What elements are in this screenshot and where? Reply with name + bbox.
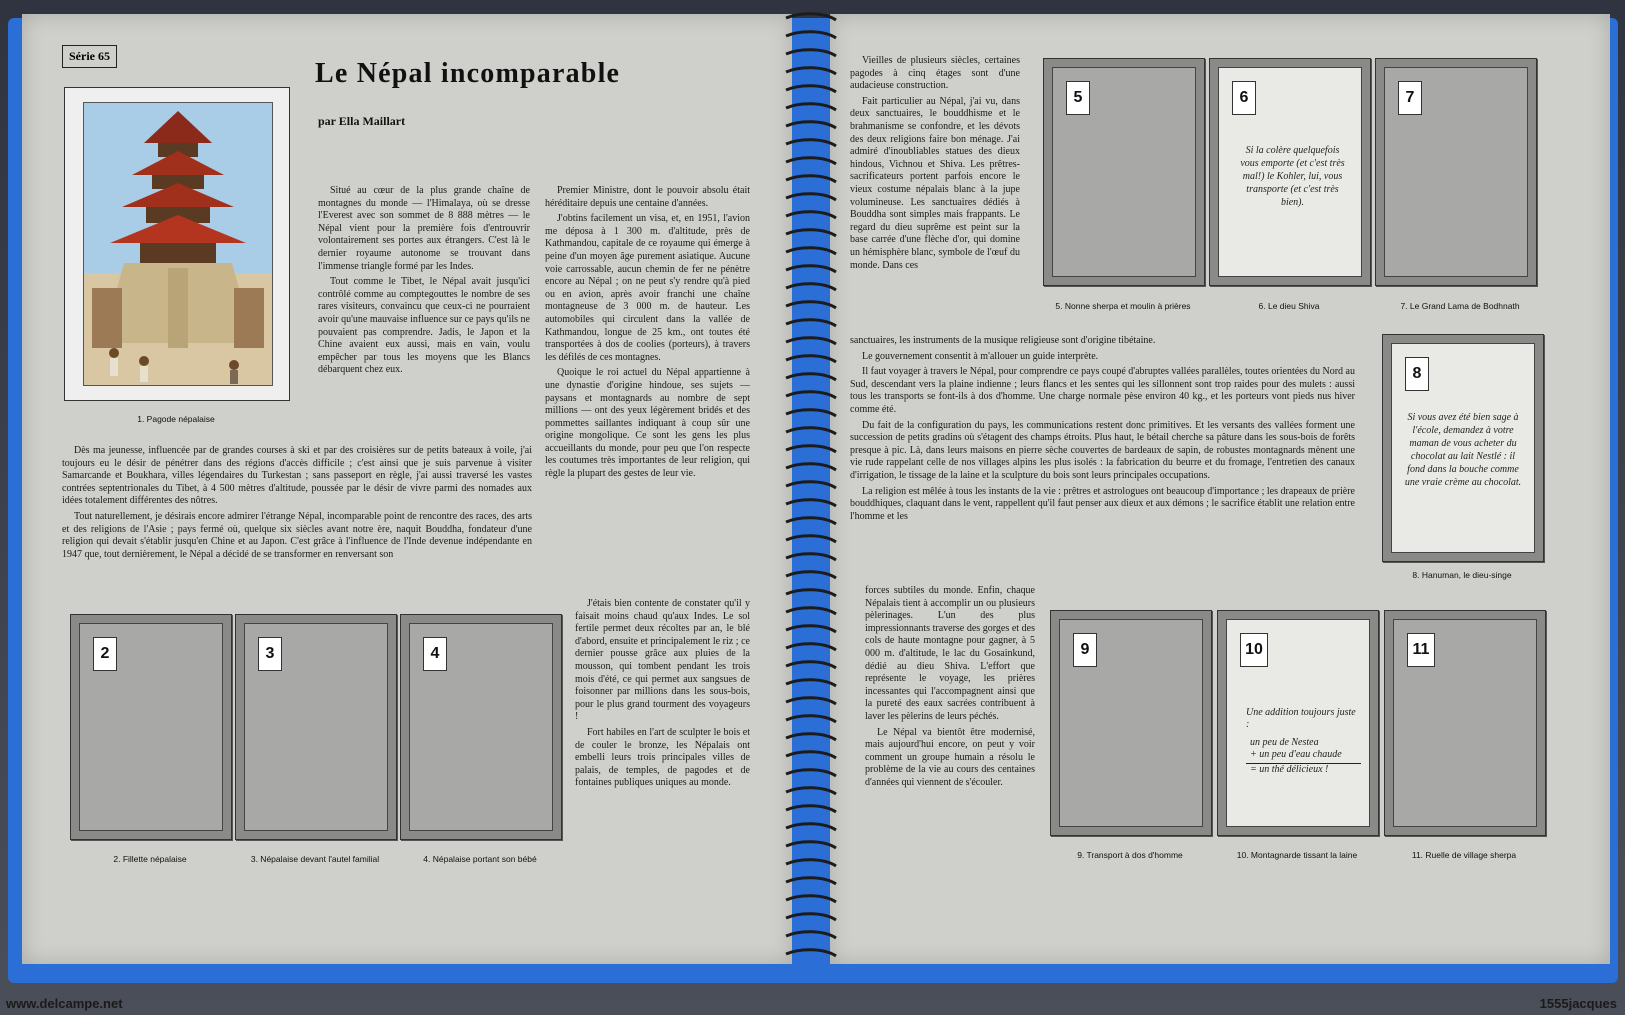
slot-number: 5 — [1066, 81, 1090, 115]
text-column-d — [575, 598, 750, 793]
spiral-ring — [786, 320, 836, 326]
slot-number: 11 — [1407, 633, 1435, 667]
spiral-ring — [786, 572, 836, 578]
caption-3: 3. Népalaise devant l'autel familial — [250, 854, 380, 864]
caption-1: 1. Pagode népalaise — [137, 414, 215, 424]
paragraph: Tout comme le Tibet, le Népal avait jusqu'ici contrôlé comme au comptegouttes le nombre de ses rares visiteurs, convaincu que ceux-ci ne pourraient avoir qu'une mauvaise influence sur ce pays qu'ils ne pouvaient pas comprendre. Jadis, le Japon et la Chine avaient eux aussi, mais en vain, voulu empêcher par tous les moyens que les Blancs débarquent chez eux. — [318, 276, 530, 376]
slot-number: 6 — [1232, 81, 1256, 115]
pagoda-illustration — [84, 103, 272, 385]
spiral-ring — [786, 248, 836, 254]
spiral-ring — [786, 374, 836, 380]
addition-result: = un thé délicieux ! — [1246, 763, 1361, 776]
spiral-ring — [786, 158, 836, 164]
paragraph: forces subtiles du monde. Enfin, chaque Népalais tient à accomplir un ou plusieurs pèlerinages. L'un des plus impressionnants traverse des gorges et des cols de haute montagne pour gagner, à 5 000 m. d'altitude, le lac du Gosainkund, dédié au dieu Shiva. L'effort que représente le voyage, les prières incessantes qui l'accompagnent ainsi que la pureté des eaux sacrées contribuent à laver les pèlerins de leurs péchés. — [865, 585, 1035, 722]
spiral-ring — [786, 446, 836, 452]
spiral-ring — [786, 626, 836, 632]
caption-5: 5. Nonne sherpa et moulin à prières — [1055, 301, 1191, 311]
paragraph: J'étais bien contente de constater qu'il y faisait moins chaud qu'aux Indes. Le sol fertile permet deux récoltes par an, le blé d'abord, ensuite et principalement le riz ; ce dernier pousse grâce aux pluies de la mousson, qui tombent pendant les trois mois d'été, ce qui permet aux sangsues de foisonner par millions dans les sous-bois, pour le plus grand tourment des voyageurs ! — [575, 598, 750, 723]
text-column-b — [62, 445, 532, 564]
watermark-right: 1555jacques — [1539, 996, 1617, 1011]
spiral-ring — [786, 122, 836, 128]
spiral-ring — [786, 14, 836, 20]
sticker-slot-5 — [1043, 58, 1205, 286]
caption-11: 11. Ruelle de village sherpa — [1411, 850, 1517, 860]
text-column-c — [545, 185, 750, 484]
spiral-ring — [786, 230, 836, 236]
slot-number: 9 — [1073, 633, 1097, 667]
addition-line-2: + un peu d'eau chaude — [1250, 749, 1342, 760]
spiral-ring — [786, 662, 836, 668]
spiral-ring — [786, 644, 836, 650]
spiral-ring — [786, 878, 836, 884]
spiral-ring — [786, 32, 836, 38]
spiral-ring — [786, 176, 836, 182]
spiral-ring — [786, 932, 836, 938]
spiral-ring — [786, 338, 836, 344]
spiral-ring — [786, 680, 836, 686]
ad-text-nestle: Si vous avez été bien sage à l'école, demandez à votre maman de vous acheter du chocolat au lait Nestlé : il fond dans la bouche comme une vraie crème au chocolat. — [1404, 412, 1522, 488]
spiral-ring — [786, 302, 836, 308]
text-column-a — [318, 185, 530, 380]
spiral-ring — [786, 752, 836, 758]
paragraph: La religion est mêlée à tous les instants de la vie : prêtres et astrologues ont beaucoup d'importance ; les drapeaux de prière bouddhiques, claquant dans le vent, rappellent qu'il faut penser aux dieux et aux démons ; le sacrifice établit une relation entre l'homme et les — [850, 485, 1355, 522]
caption-7: 7. Le Grand Lama de Bodhnath — [1400, 301, 1520, 311]
sticker-slot-8 — [1382, 334, 1544, 562]
spiral-ring — [786, 590, 836, 596]
spiral-ring — [786, 536, 836, 542]
sticker-slot-3 — [235, 614, 397, 840]
spiral-ring — [786, 608, 836, 614]
addition-intro: Une addition toujours juste : — [1246, 707, 1356, 730]
addition-line-1: un peu de Nestea — [1250, 737, 1319, 748]
sticker-slot-2 — [70, 614, 232, 840]
spiral-ring — [786, 554, 836, 560]
spiral-ring — [786, 518, 836, 524]
spiral-ring — [786, 68, 836, 74]
spiral-binding — [780, 10, 840, 965]
spiral-ring — [786, 500, 836, 506]
paragraph: Premier Ministre, dont le pouvoir absolu était héréditaire depuis une centaine d'années. — [545, 185, 750, 209]
spiral-ring — [786, 914, 836, 920]
sticker-slot-9 — [1050, 610, 1212, 836]
caption-8: 8. Hanuman, le dieu-singe — [1412, 570, 1512, 580]
spiral-ring — [786, 896, 836, 902]
spiral-ring — [786, 356, 836, 362]
spiral-ring — [786, 842, 836, 848]
spiral-ring — [786, 104, 836, 110]
spiral-ring — [786, 392, 836, 398]
watermark-left: www.delcampe.net — [6, 996, 123, 1011]
spiral-ring — [786, 824, 836, 830]
spiral-ring — [786, 212, 836, 218]
spiral-ring — [786, 410, 836, 416]
paragraph: Dès ma jeunesse, influencée par de grandes courses à ski et par des croisières sur de petits bateaux à voile, j'ai toujours eu le désir de pénétrer dans des régions d'accès difficile ; c'est ainsi que je suis parvenue à visiter Samarcande et Boukhara, villes légendaires du Turkestan ; sans passeport en règle, j'ai aussi traversé les vastes contrées septentrionales du Tibet, à 4 500 mètres d'altitude, poussée par le désir de vivre parmi des nomades aux idées totalement différentes des nôtres. — [62, 445, 532, 507]
paragraph: Situé au cœur de la plus grande chaîne de montagnes du monde — l'Himalaya, où se dresse l'Everest avec son sommet de 8 888 mètres — le Népal vient pour la première fois d'entrouvrir volontairement ses portes aux étrangers. C'est là le dernier royaume autonome se trouvant dans l'immense triangle formé par les Indes. — [318, 185, 530, 272]
slot-number: 4 — [423, 637, 447, 671]
spiral-ring — [786, 86, 836, 92]
page-title: Le Népal incomparable — [315, 58, 621, 89]
paragraph: Du fait de la configuration du pays, les communications restent donc primitives. Et les versants des vallées forment une succession de petits gradins où s'étagent des champs étroits. Plus haut, le bétail cherche sa pâture dans les sous-bois de forêts presque à pic. Là, dans leurs maisons en pierre sèche couvertes de bardeaux de sapin, de robustes montagnards mènent une vie rude rappelant celle de nos villages alpins les plus isolés : la fabrication du beurre et du fromage, l'entretien des canaux d'irrigation, le tissage de la laine et la sculpture du bois sont leurs principales occupations. — [850, 419, 1355, 481]
slot-number: 2 — [93, 637, 117, 671]
slot-number: 7 — [1398, 81, 1422, 115]
sticker-slot-7 — [1375, 58, 1537, 286]
caption-9: 9. Transport à dos d'homme — [1077, 850, 1183, 860]
paragraph: J'obtins facilement un visa, et, en 1951, l'avion me déposa à 1 300 m. d'altitude, près de Kathmandou, capitale de ce royaume qui émerge à peine d'un moyen âge purement asiatique. Aucune voie carrossable, aucun chemin de fer ne pénètre encore au Népal ; on ne peut s'y rendre qu'à pied ou en avion, après avoir franchi une chaîne montagneuse de 3 000 m. de hauteur. Les automobiles qui circulent dans la vallée de Kathmandou, longue de 25 km., ont toutes été transportées à dos de coolies (porteurs), à travers les défilés de ces montagnes. — [545, 213, 750, 363]
spiral-ring — [786, 266, 836, 272]
spiral-ring — [786, 770, 836, 776]
spiral-ring — [786, 716, 836, 722]
picture-1-pagoda — [64, 87, 290, 401]
caption-6: 6. Le dieu Shiva — [1258, 301, 1320, 311]
caption-4: 4. Népalaise portant son bébé — [423, 854, 537, 864]
ad-text-kohler: Si la colère quelquefois vous emporte (et c'est très mal!) le Kohler, lui, vous transporte (et c'est très bien). — [1240, 145, 1345, 208]
spiral-ring — [786, 140, 836, 146]
slot-number: 10 — [1240, 633, 1268, 667]
paragraph: Vieilles de plusieurs siècles, certaines pagodes à cinq étages sont d'une audacieuse construction. — [850, 55, 1020, 92]
byline: par Ella Maillart — [318, 114, 406, 128]
caption-2: 2. Fillette népalaise — [113, 854, 187, 864]
spiral-ring — [786, 950, 836, 956]
paragraph: Quoique le roi actuel du Népal appartienne à une dynastie d'origine hindoue, ses sujets — paysans et montagnards au nombre de sept millions — ont des yeux légèrement bridés et des pommettes saillantes indiquant à coup sûr une origine mongolique. Ce sont les gens les plus accueillants du monde, pour peu que l'on respecte les coutumes très importantes de leur religion, qui règle la plupart des gestes de leur vie. — [545, 367, 750, 480]
paragraph: Fait particulier au Népal, j'ai vu, dans deux sanctuaires, le bouddhisme et le brahmanisme se confondre, et les dévots des deux religions faire bon ménage. J'ai admiré d'inoubliables statues des dieux hindous, Vichnou et Shiva. Les prêtres-sacrificateurs portent parfois encore le vieux costume népalais blanc à la jupe volumineuse. Les sanctuaires dédiés à Bouddha sont simples mais frappants. Le regard du dieu suprême est peint sur la base carrée d'une flèche d'or, qui domine un hémisphère blanc, symbole de l'œuf du monde. Dans ces — [850, 95, 1020, 271]
spiral-ring — [786, 194, 836, 200]
paragraph: Fort habiles en l'art de sculpter le bois et de couler le bronze, les Népalais ont embelli leurs trois principales villes de palais, de temples, de pagodes et de fontaines publiques uniques au monde. — [575, 726, 750, 789]
text-column-g — [865, 585, 1035, 793]
spiral-ring — [786, 482, 836, 488]
paragraph: Tout naturellement, je désirais encore admirer l'étrange Népal, incomparable point de rencontre des races, des arts et des religions de l'Asie ; pays fermé où, quelque six siècles avant notre ère, naquit Bouddha, fondateur d'une religion qui devait s'établir jusqu'en Chine et au Japon. C'est grâce à l'influence de l'Inde devenue indépendante en 1947 que, tout dernièrement, le Népal a décidé de se transformer en renversant son — [62, 510, 532, 560]
spiral-ring — [786, 428, 836, 434]
paragraph: sanctuaires, les instruments de la musique religieuse sont d'origine tibétaine. — [850, 335, 1156, 346]
spiral-ring — [786, 698, 836, 704]
spiral-ring — [786, 464, 836, 470]
spiral-ring — [786, 860, 836, 866]
ad-text-nestea — [1246, 707, 1361, 776]
paragraph: Le Népal va bientôt être modernisé, mais aujourd'hui encore, on peut y voir comment un groupe humain a résolu le problème de la vie au cours des centaines d'années qui viennent de s'écouler. — [865, 726, 1035, 788]
spiral-ring — [786, 788, 836, 794]
caption-10: 10. Montagnarde tissant la laine — [1236, 850, 1358, 860]
sticker-slot-11 — [1384, 610, 1546, 836]
sticker-slot-6 — [1209, 58, 1371, 286]
spiral-ring — [786, 806, 836, 812]
slot-number: 8 — [1405, 357, 1429, 391]
sticker-slot-10 — [1217, 610, 1379, 836]
sticker-slot-4 — [400, 614, 562, 840]
slot-number: 3 — [258, 637, 282, 671]
spiral-ring — [786, 284, 836, 290]
text-column-e — [850, 55, 1020, 275]
series-label: Série 65 — [62, 45, 117, 68]
text-column-f — [850, 335, 1355, 526]
spiral-ring — [786, 50, 836, 56]
paragraph: Il faut voyager à travers le Népal, pour comprendre ce pays coupé d'abruptes vallées parallèles, toutes orientées du Nord au Sud, descendant vers la plaine indienne ; leurs flancs et les sentes qui les sillonnent sont trop raides pour des mulets : aussi tous les transports se font-ils à dos d'homme. Une charge normale pèse environ 40 kg., et les porteurs vont pieds nus hiver comme été. — [850, 366, 1355, 415]
paragraph: Le gouvernement consentit à m'allouer un guide interprète. — [862, 350, 1099, 362]
spiral-ring — [786, 734, 836, 740]
